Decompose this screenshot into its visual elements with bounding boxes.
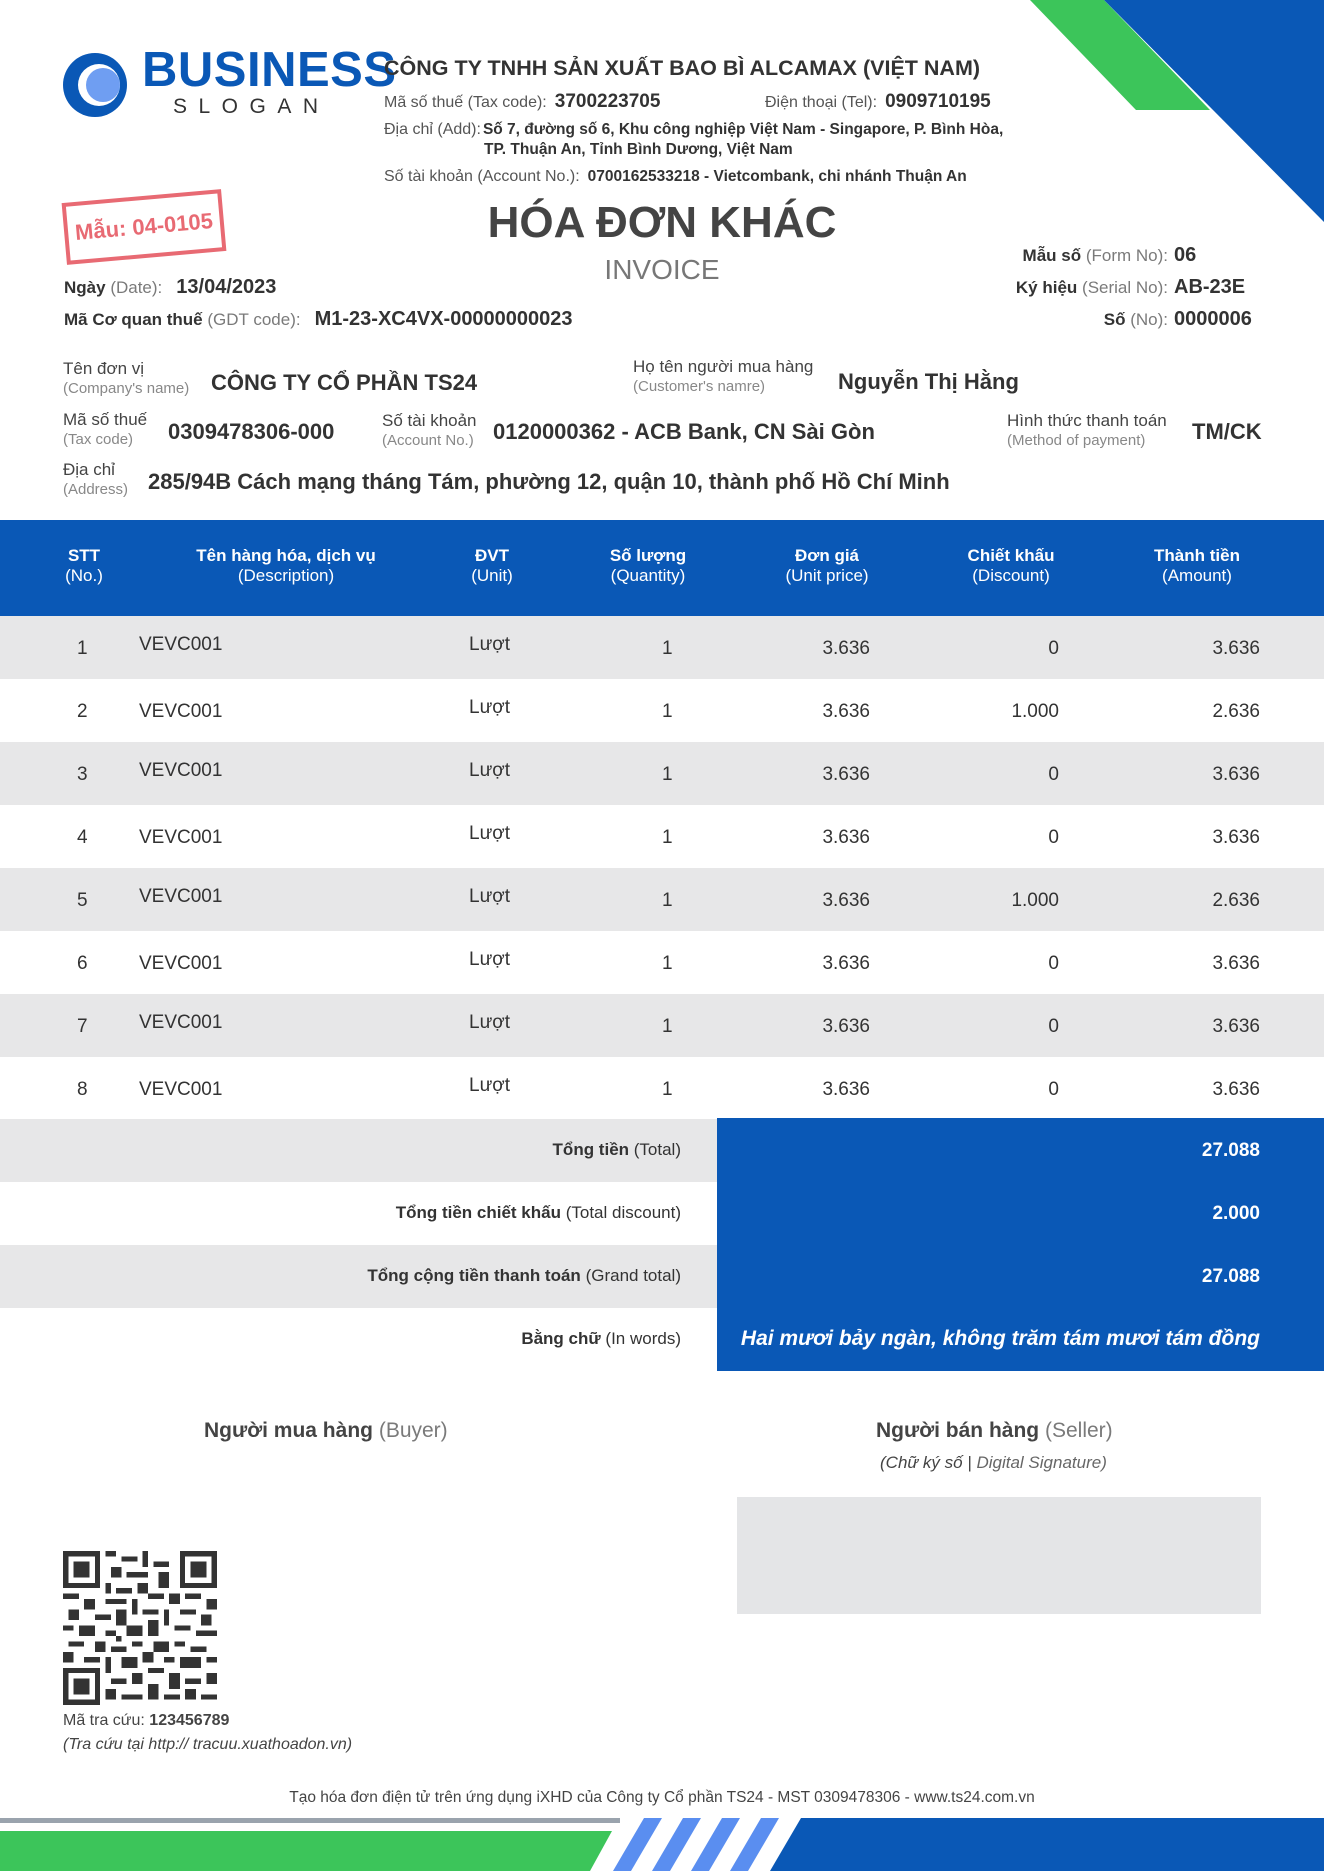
customer-address-label: Địa chỉ (Address) — [63, 460, 129, 498]
row-quantity: 1 — [662, 701, 673, 722]
table-row — [0, 805, 1324, 868]
invoice-date: 13/04/2023 — [176, 276, 277, 298]
customer-address: 285/94B Cách mạng tháng Tám, phường 12, quận 10, thành phố Hồ Chí Minh — [148, 469, 950, 494]
seller-address-2: TP. Thuận An, Tỉnh Bình Dương, Việt Nam — [484, 141, 793, 158]
invoice-no-line: Số (No): 0000006 — [1104, 308, 1260, 331]
form-no: 06 — [1174, 244, 1197, 266]
row-discount: 1.000 — [1011, 701, 1059, 722]
row-description: VEVC001 — [139, 1079, 223, 1100]
gdt-code: M1-23-XC4VX-00000000023 — [314, 308, 573, 330]
row-unit: Lượt — [469, 949, 511, 970]
row-description: VEVC001 — [139, 760, 223, 781]
row-amount: 3.636 — [1212, 1016, 1260, 1037]
col-unit-price: Đơn giá (Unit price) — [785, 546, 869, 585]
row-no: 1 — [77, 638, 88, 659]
row-amount: 3.636 — [1212, 764, 1260, 785]
col-amount: Thành tiền (Amount) — [1154, 546, 1240, 585]
table-header — [0, 520, 1324, 616]
row-description: VEVC001 — [139, 953, 223, 974]
row-unit-price: 3.636 — [822, 890, 870, 911]
customer-tax-label: Mã số thuế (Tax code) — [63, 410, 148, 448]
serial-line: Ký hiệu (Serial No): AB-23E — [1016, 276, 1260, 299]
buyer-signature-label: Người mua hàng (Buyer) — [204, 1419, 448, 1442]
row-amount: 2.636 — [1212, 890, 1260, 911]
row-amount: 3.636 — [1212, 1079, 1260, 1100]
row-discount: 0 — [1048, 1079, 1059, 1100]
amount-in-words: Hai mươi bảy ngàn, không trăm tám mươi tám đồng — [740, 1327, 1260, 1350]
row-description: VEVC001 — [139, 701, 223, 722]
lookup-url-note: (Tra cứu tại http:// tracuu.xuathoadon.vn) — [63, 1736, 353, 1753]
col-description: Tên hàng hóa, dịch vụ (Description) — [196, 546, 376, 585]
logo-icon — [62, 52, 128, 118]
seller-account-line: Số tài khoản (Account No.): 0700162533218 - Vietcombank, chi nhánh Thuận An — [384, 168, 967, 185]
form-no-line: Mẫu số (Form No): 06 — [1023, 244, 1260, 267]
seller-account: 0700162533218 - Vietcombank, chi nhánh Thuận An — [587, 168, 967, 185]
row-no: 4 — [77, 827, 88, 848]
row-discount: 0 — [1048, 1016, 1059, 1037]
invoice-title: HÓA ĐƠN KHÁC — [487, 198, 837, 247]
seller-tel: 0909710195 — [885, 91, 991, 112]
signature-box — [737, 1497, 1261, 1614]
seller-address-2-line — [484, 141, 793, 159]
lookup-code-line: Mã tra cứu: 123456789 — [63, 1712, 230, 1729]
row-discount: 0 — [1048, 764, 1059, 785]
digital-signature-note: (Chữ ký số | Digital Signature) — [880, 1453, 1107, 1472]
row-description: VEVC001 — [139, 886, 223, 907]
row-unit: Lượt — [469, 1075, 511, 1096]
row-quantity: 1 — [662, 638, 673, 659]
payment-method-label: Hình thức thanh toán (Method of payment) — [1007, 411, 1167, 449]
seller-tel-line: Điện thoại (Tel): 0909710195 — [765, 91, 991, 112]
row-discount: 1.000 — [1011, 890, 1059, 911]
row-discount: 0 — [1048, 827, 1059, 848]
invoice-subtitle: INVOICE — [604, 254, 720, 285]
total-discount-label: Tổng tiền chiết khấu (Total discount) — [395, 1203, 681, 1222]
form-stamp: Mẫu: 04-0105 — [62, 189, 227, 265]
in-words-label: Bằng chữ (In words) — [521, 1329, 681, 1348]
table-row — [0, 931, 1324, 994]
row-quantity: 1 — [662, 1079, 673, 1100]
col-quantity: Số lượng (Quantity) — [609, 546, 687, 585]
customer-buyer-label: Họ tên người mua hàng (Customer's namre) — [633, 357, 814, 395]
invoice-no: 0000006 — [1174, 308, 1252, 330]
row-unit-price: 3.636 — [822, 638, 870, 659]
seller-tax-line: Mã số thuế (Tax code): 3700223705 — [384, 91, 661, 112]
table-row — [0, 868, 1324, 931]
row-discount: 0 — [1048, 638, 1059, 659]
table-row — [0, 679, 1324, 742]
col-discount: Chiết khấu (Discount) — [967, 546, 1055, 585]
customer-tax: 0309478306-000 — [168, 419, 335, 444]
row-unit-price: 3.636 — [822, 953, 870, 974]
footer-note: Tạo hóa đơn điện tử trên ứng dụng iXHD của Công ty Cổ phần TS24 - MST 0309478306 - www.ts24.com.vn — [289, 1789, 1035, 1806]
grand-total-value: 27.088 — [1201, 1266, 1260, 1287]
customer-account-label: Số tài khoản (Account No.) — [382, 411, 477, 449]
seller-signature-label: Người bán hàng (Seller) — [876, 1419, 1113, 1442]
row-unit: Lượt — [469, 634, 511, 655]
row-quantity: 1 — [662, 1016, 673, 1037]
seller-address-1: Số 7, đường số 6, Khu công nghiệp Việt Nam - Singapore, P. Bình Hòa, — [482, 121, 1004, 138]
row-discount: 0 — [1048, 953, 1059, 974]
row-description: VEVC001 — [139, 634, 223, 655]
table-row — [0, 1057, 1324, 1120]
row-no: 8 — [77, 1079, 88, 1100]
total-value: 27.088 — [1201, 1140, 1260, 1161]
row-unit: Lượt — [469, 1012, 511, 1033]
table-row — [0, 742, 1324, 805]
row-unit: Lượt — [469, 697, 511, 718]
seller-company: CÔNG TY TNHH SẢN XUẤT BAO BÌ ALCAMAX (VIỆT NAM) — [384, 56, 981, 80]
row-quantity: 1 — [662, 953, 673, 974]
row-no: 2 — [77, 701, 88, 722]
gdt-line: Mã Cơ quan thuế (GDT code): M1-23-XC4VX-00000000023 — [64, 308, 573, 330]
row-unit-price: 3.636 — [822, 764, 870, 785]
seller-tax: 3700223705 — [554, 91, 661, 112]
row-unit: Lượt — [469, 760, 511, 781]
table-row — [0, 616, 1324, 679]
row-quantity: 1 — [662, 890, 673, 911]
row-unit-price: 3.636 — [822, 1016, 870, 1037]
serial-no: AB-23E — [1174, 276, 1246, 298]
row-unit-price: 3.636 — [822, 1079, 870, 1100]
customer-company: CÔNG TY CỔ PHẦN TS24 — [211, 370, 478, 395]
row-description: VEVC001 — [139, 827, 223, 848]
row-unit-price: 3.636 — [822, 701, 870, 722]
table-row — [0, 994, 1324, 1057]
totals-box — [717, 1118, 1324, 1371]
row-no: 5 — [77, 890, 88, 911]
payment-method: TM/CK — [1192, 419, 1262, 444]
row-unit: Lượt — [469, 886, 511, 907]
row-amount: 3.636 — [1212, 827, 1260, 848]
row-no: 6 — [77, 953, 88, 974]
row-description: VEVC001 — [139, 1012, 223, 1033]
customer-company-label: Tên đơn vị (Company's name) — [63, 359, 190, 397]
row-no: 7 — [77, 1016, 88, 1037]
lookup-code: 123456789 — [149, 1712, 230, 1729]
customer-buyer: Nguyễn Thị Hằng — [838, 369, 1019, 394]
row-quantity: 1 — [662, 827, 673, 848]
row-unit: Lượt — [469, 823, 511, 844]
corner-decoration — [1030, 0, 1324, 222]
col-no: STT (No.) — [65, 546, 103, 585]
customer-account: 0120000362 - ACB Bank, CN Sài Gòn — [493, 419, 875, 444]
row-amount: 3.636 — [1212, 638, 1260, 659]
row-no: 3 — [77, 764, 88, 785]
total-label: Tổng tiền (Total) — [552, 1140, 681, 1159]
qr-code-icon — [63, 1551, 217, 1705]
grand-total-label: Tổng cộng tiền thanh toán (Grand total) — [367, 1266, 681, 1285]
brand-slogan: SLOGAN — [173, 95, 330, 118]
total-discount-value: 2.000 — [1212, 1203, 1260, 1224]
date-line: Ngày (Date): 13/04/2023 — [64, 276, 277, 298]
row-amount: 3.636 — [1212, 953, 1260, 974]
seller-address-line: Địa chỉ (Add): Số 7, đường số 6, Khu công nghiệp Việt Nam - Singapore, P. Bình Hòa, — [384, 121, 1004, 138]
row-amount: 2.636 — [1212, 701, 1260, 722]
col-unit: ĐVT (Unit) — [471, 546, 513, 585]
row-unit-price: 3.636 — [822, 827, 870, 848]
footer-decoration — [0, 1818, 1324, 1871]
row-quantity: 1 — [662, 764, 673, 785]
brand-name: BUSINESS — [142, 43, 397, 97]
